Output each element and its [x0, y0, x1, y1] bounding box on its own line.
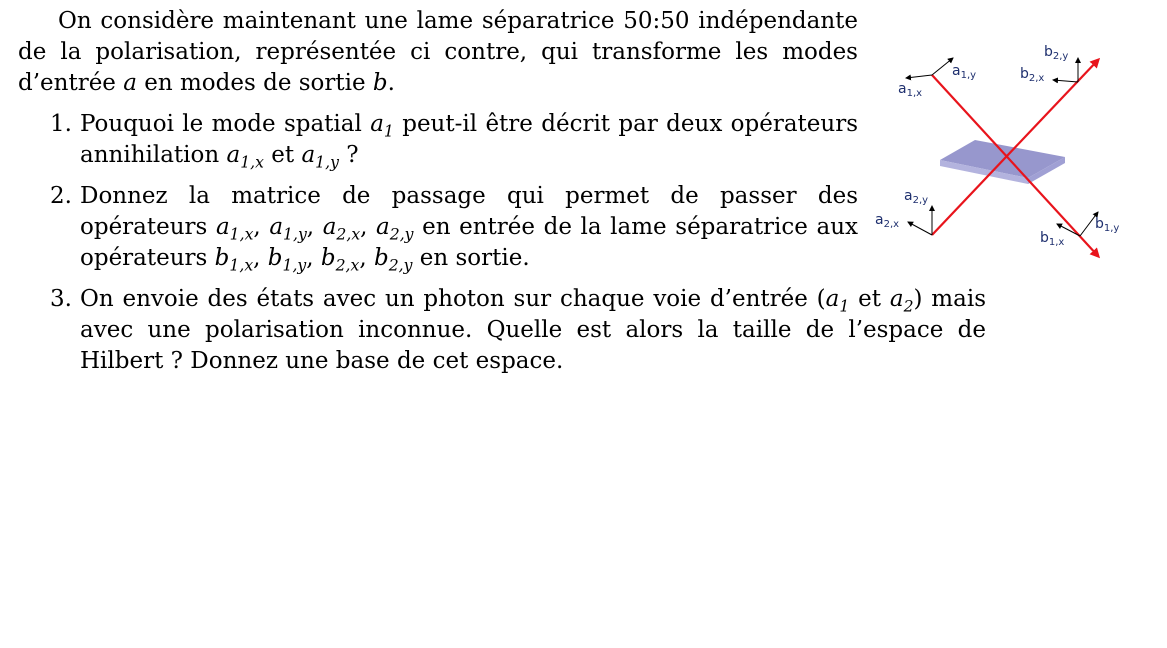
q3-text-1: On envoie des états avec un photon sur chaque voie d’entrée ( — [80, 286, 826, 312]
q2-op-in: $a_{2,x}$ — [322, 214, 361, 244]
beam-splitter-figure — [860, 30, 1140, 270]
q3-math-1: $a_1$ — [825, 286, 850, 316]
q2-op-in: $a_{2,y}$ — [376, 214, 414, 244]
a1-polarization-arrows — [906, 58, 953, 78]
intro-paragraph — [18, 6, 858, 99]
q2-op-in: $a_{1,x}$ — [215, 214, 254, 244]
label-b1y: $b_{1,y}$ — [1095, 216, 1120, 234]
beam-splitter-diagram — [860, 30, 1140, 270]
a2-polarization-arrows — [908, 206, 932, 235]
q2-op-in: $a_{1,y}$ — [269, 214, 307, 244]
q1-math-3: $a_{1,y}$ — [301, 142, 339, 172]
label-b2y: $b_{2,y}$ — [1044, 44, 1069, 62]
q3-text-3: ) mais avec une polarisation inconnue. Quelle est alors la taille de l’espace de Hilbert ? Donnez une base de cet espace. — [80, 286, 986, 374]
label-a2y: $a_{2,y}$ — [904, 188, 929, 206]
question-3 — [18, 284, 986, 377]
q1-text-3: et — [263, 142, 302, 168]
q1-text-4: ? — [338, 142, 359, 168]
intro-text-1: On considère maintenant une lame séparatrice 50:50 indépendante de la polarisation, représentée ci contre, qui transforme les modes d’entrée — [18, 8, 858, 96]
q2-op-out: $b_{1,y}$ — [267, 245, 307, 275]
label-b2x: $b_{2,x}$ — [1020, 66, 1045, 84]
q2-op-out: $b_{2,y}$ — [373, 245, 413, 275]
question-number: 1. — [50, 111, 72, 137]
intro-text-2: en modes de sortie — [136, 70, 373, 96]
q2-op-out: $b_{1,x}$ — [214, 245, 254, 275]
q2-op-out: $b_{2,x}$ — [320, 245, 360, 275]
question-number: 2. — [50, 183, 72, 209]
label-b1x: $b_{1,x}$ — [1040, 230, 1065, 248]
label-a2x: $a_{2,x}$ — [875, 212, 900, 230]
q3-math-2: $a_2$ — [889, 286, 914, 316]
exercise-text — [18, 6, 986, 387]
question-list — [18, 109, 986, 377]
intro-text-3: . — [387, 70, 395, 96]
question-2: 2. Donnez la matrice de passage qui permet de passer des opérateurs $a_{1,x}$, $a_{1,y}$, $a_{2,x}$, $a_{2,y}$ en entrée de la lame séparatrice aux opérateurs $b_{1,x}$, $b_{1,y}$, $b_{2,x}$, $b_{2,y}$ en sortie. — [50, 183, 858, 275]
q1-text-1: Pouquoi le mode spatial — [80, 111, 371, 137]
q1-text-2: peut-il être décrit par deux opérateurs annihilation — [80, 111, 858, 168]
question-1 — [18, 109, 858, 171]
q1-math-1: $a_1$ — [370, 111, 394, 141]
label-a1y: $a_{1,y}$ — [952, 63, 977, 81]
beam-a2-to-b2 — [932, 60, 1098, 235]
label-a1x: $a_{1,x}$ — [898, 81, 923, 99]
q2-text-3: en sortie. — [412, 245, 530, 271]
var-b: b — [372, 70, 388, 96]
q3-text-2: et — [849, 286, 890, 312]
q1-math-2: $a_{1,x}$ — [226, 142, 264, 172]
question-number: 3. — [50, 286, 72, 312]
var-a: a — [123, 70, 137, 96]
q2-text-2: en entrée de la lame séparatrice aux opérateurs — [80, 214, 858, 271]
q2-text-1: Donnez la matrice de passage qui permet de passer des opérateurs — [80, 183, 858, 240]
